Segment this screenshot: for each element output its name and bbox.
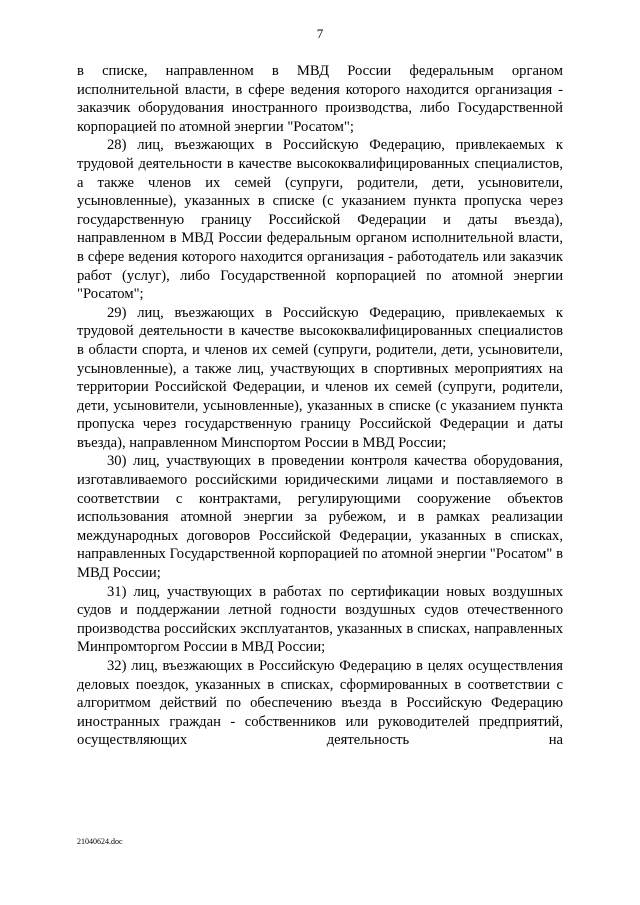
- document-body: [77, 62, 563, 750]
- paragraph-item-31: 31) лиц, участвующих в работах по сертификации новых воздушных судов и поддержании летной годности воздушных судов отечественного производства российских эксплуатантов, указанных в списках, направленных Минпромторгом России в МВД России;: [77, 583, 563, 656]
- paragraph-continuation: в списке, направленном в МВД России федеральным органом исполнительной власти, в сфере ведения которого находится организация - заказчик оборудования иностранного производства, либо Государственной корпорацией по атомной энергии "Росатом";: [77, 63, 563, 135]
- page-number: 7: [316, 26, 324, 41]
- paragraph-item-28: 28) лиц, въезжающих в Российскую Федерацию, привлекаемых к трудовой деятельности в качестве высококвалифицированных специалистов, а также членов их семей (супруги, родители, дети, усыновители, усыновленные), указанных в списке (с указанием пункта пропуска через государственную границу Российской Федерации и даты въезда), направленном в МВД России федеральным органом исполнительной власти, в сфере ведения которого находится организация - работодатель или заказчик работ (услуг), либо Государственной корпорацией по атомной энергии "Росатом";: [77, 137, 563, 303]
- paragraph-item-32: 32) лиц, въезжающих в Российскую Федерацию в целях осуществления деловых поездок, указанных в списках, сформированных в соответствии с алгоритмом действий по обеспечению въезда в Российскую Федерацию иностранных граждан - собственников или руководителей предприятий, осуществляющих деятельность на: [77, 658, 563, 749]
- footer-file-code: 21040624.doc: [77, 837, 123, 846]
- paragraph-item-29: 29) лиц, въезжающих в Российскую Федерацию, привлекаемых к трудовой деятельности в качестве высококвалифицированных специалистов в области спорта, и членов их семей (супруги, родители, дети, усыновители, усыновленные), а также лиц, участвующих в спортивных мероприятиях на территории Российской Федерации, и членов их семей (супруги, родители, дети, усыновители, усыновленные), указанных в списке (с указанием пункта пропуска через государственную границу Российской Федерации и даты въезда), направленном Минспортом России в МВД России;: [77, 304, 563, 451]
- paragraph-item-30: 30) лиц, участвующих в проведении контроля качества оборудования, изготавливаемого российскими юридическими лицами и поставляемого в соответствии с контрактами, регулирующими сооружение объектов использования атомной энергии за рубежом, и в рамках реализации международных договоров Российской Федерации, указанных в списках, направленных Государственной корпорацией по атомной энергии "Росатом" в МВД России;: [77, 453, 563, 582]
